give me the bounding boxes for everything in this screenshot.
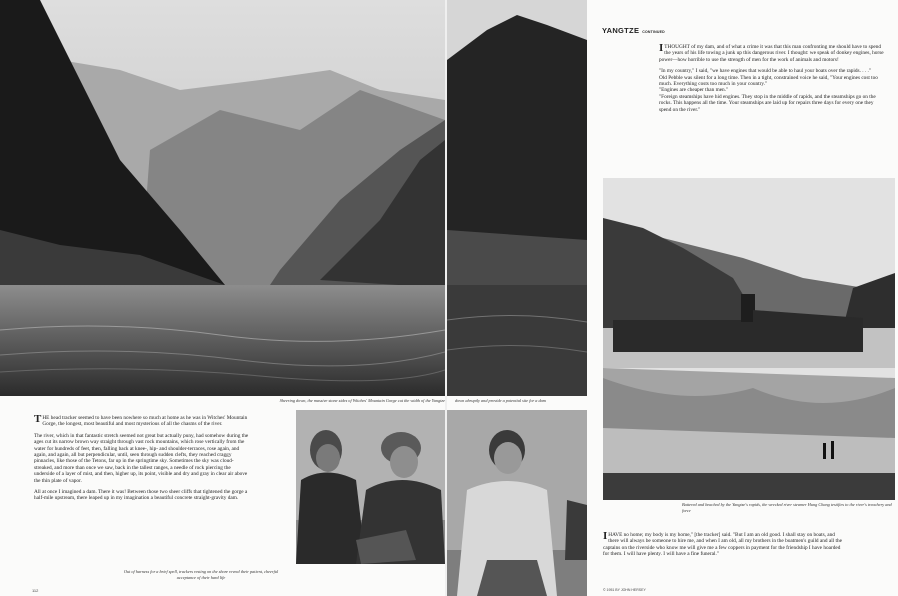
dropcap-i: I <box>659 42 664 54</box>
right-paragraph-4: "Engines are cheaper than men." <box>659 87 729 94</box>
right-paragraph-5: "Foreign steamships have hid engines. They stop in the middle of rapids, and the steamships go on the rocks. This happens all the time. Your steamships are laid up for repairs three days for every one they spend on the river." <box>659 93 876 113</box>
right-top-text <box>659 44 884 118</box>
right-paragraph-1: ITHOUGHT of my dam, and of what a crime it was that this man confronting me should have to spend the years of his life towing a junk up this dangerous river. I thought: we speak of donkey engines, horse power—how horrible to use the strength of men for the work of animals and motors! <box>659 42 884 63</box>
section-kicker: YANGTZE CONTINUED <box>602 26 665 35</box>
dropcap-t: T <box>34 413 42 425</box>
dropcap-i-bottom: I <box>603 530 608 542</box>
left-body-text <box>34 415 249 507</box>
gorge-photo <box>0 0 445 396</box>
trackers-photo <box>296 410 445 564</box>
right-bottom-text <box>603 532 843 563</box>
right-paragraph-2: "In my country," I said, "we have engines that would be able to haul your boats over the rapids. . . ." <box>659 68 872 75</box>
page-number: 112 <box>32 588 39 593</box>
left-page <box>0 0 445 596</box>
body-paragraph-3: All at once I imagined a dam. There it was! Between those two sheer cliffs that tightened the gorge a half-mile upstream, there leaped up in my imagination a beautiful concrete straight-gravity dam. <box>34 489 248 502</box>
gorge-photo-right <box>447 0 587 396</box>
body-paragraph-1: THE head tracker seemed to have been nowhere so much at home as he was in Witches' Mountain Gorge, the longest, most beautiful and most mysterious of all the chasms of the river. <box>34 413 248 428</box>
right-paragraph-3: Old Pebble was silent for a long time. Then in a tight, constrained voice he said, "Your engines cost too much. Everything costs too much in your country." <box>659 74 878 88</box>
copyright-credit: © 1951 BY JOHN HERSEY <box>603 588 646 592</box>
portrait-photo <box>447 410 587 596</box>
wreck-photo <box>603 178 895 500</box>
gorge-caption-tail: down abruptly and provide a potential site for a dam <box>455 398 546 403</box>
body-paragraph-2: The river, which in that fantastic stretch seemed not great but actually puny, had somehow during the ages cut its narrow brown way straight through vast rock mountains, which rose vertically from the water for hundreds of feet, then, falling back at knee-, hip- and shoulder-terraces, rose again, and again, and again, all but perpendicular, until, seen through sudden clefts, they reached craggy pinnacles, like those of the Tetons, far up in the springtime sky. Sometimes the sky was cloud-streaked, and more than once we saw, back in the tallest ranges, a needle of rock piercing the underside of a layer of mist, and then, higher up, its point, visible and dry and gray in clear air above the thin plate of vapor. <box>34 432 249 484</box>
gorge-caption: Sheering down, the massive stone sides of Witches' Mountain Gorge cut the width of the Yangtze <box>279 398 445 403</box>
wreck-caption: Battered and beached by the Yangtze's rapids, the wrecked river steamer Hung Chang testifies to the river's treachery and force <box>682 502 892 513</box>
right-page <box>447 0 898 596</box>
trackers-caption: Out of harness for a brief spell, trackers resting on the shore reveal their patient, cheerful acceptance of their hard life <box>123 569 279 580</box>
right-bottom-paragraph: IHAVE no home; my body is my home," [the tracker] said. "But I am an old good. I shall stay on boats, and there will always be someone to hire me, and when I am old, all my brothers in the boatmen's guild and all the captains on the riverside who know me will give me a few coppers in payment for the friendship I have hoarded for them. I will have plenty. I will have a fine funeral." <box>603 530 842 558</box>
